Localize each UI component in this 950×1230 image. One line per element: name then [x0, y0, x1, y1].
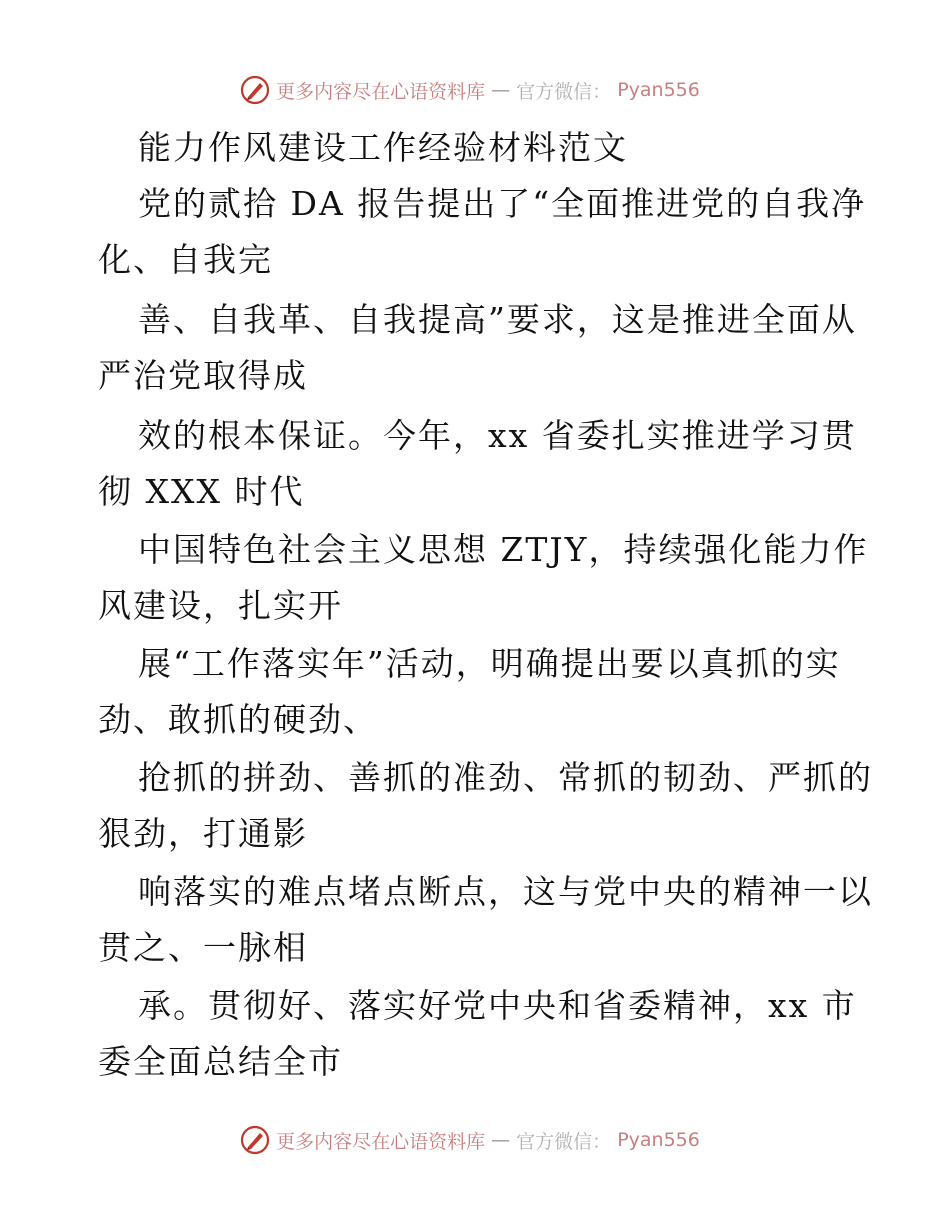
body-line: 委全面总结全市 — [98, 1042, 343, 1081]
body-line: 劲、敢抓的硬劲、 — [98, 700, 378, 739]
header-watermark — [0, 70, 950, 110]
body-line: 彻 XXX 时代 — [98, 472, 305, 511]
watermark-brand: 更多内容尽在心语资料库 — [276, 80, 486, 103]
body-line: 严治党取得成 — [98, 356, 308, 395]
pen-logo-icon — [240, 75, 270, 105]
body-line: 展“工作落实年”活动，明确提出要以真抓的实 — [138, 644, 841, 683]
body-line: 中国特色社会主义思想 ZTJY，持续强化能力作 — [138, 530, 869, 569]
body-line: 化、自我完 — [98, 240, 273, 279]
watermark-dash: — — [491, 1129, 511, 1151]
body-line: 善、自我革、自我提高”要求，这是推进全面从 — [138, 300, 857, 339]
body-line: 承。贯彻好、落实好党中央和省委精神，xx 市 — [138, 986, 857, 1025]
body-line: 抢抓的拼劲、善抓的准劲、常抓的韧劲、严抓的 — [138, 758, 873, 797]
body-line: 党的贰拾 DA 报告提出了“全面推进党的自我净 — [138, 184, 867, 223]
footer-watermark — [0, 1120, 950, 1160]
watermark-dash: — — [491, 79, 511, 101]
body-line: 效的根本保证。今年，xx 省委扎实推进学习贯 — [138, 416, 857, 455]
watermark-brand: 更多内容尽在心语资料库 — [276, 1130, 486, 1153]
document-title: 能力作风建设工作经验材料范文 — [138, 128, 628, 167]
body-line: 狠劲，打通影 — [98, 814, 308, 853]
body-line: 响落实的难点堵点断点，这与党中央的精神一以 — [138, 872, 873, 911]
body-line: 贯之、一脉相 — [98, 928, 308, 967]
watermark-wechat-id: Pyan556 — [617, 79, 700, 101]
watermark-wechat-label: 官方微信： — [516, 1130, 612, 1153]
watermark-wechat-id: Pyan556 — [617, 1129, 700, 1151]
watermark-wechat-label: 官方微信： — [516, 80, 612, 103]
pen-logo-icon — [240, 1125, 270, 1155]
body-line: 风建设，扎实开 — [98, 586, 343, 625]
